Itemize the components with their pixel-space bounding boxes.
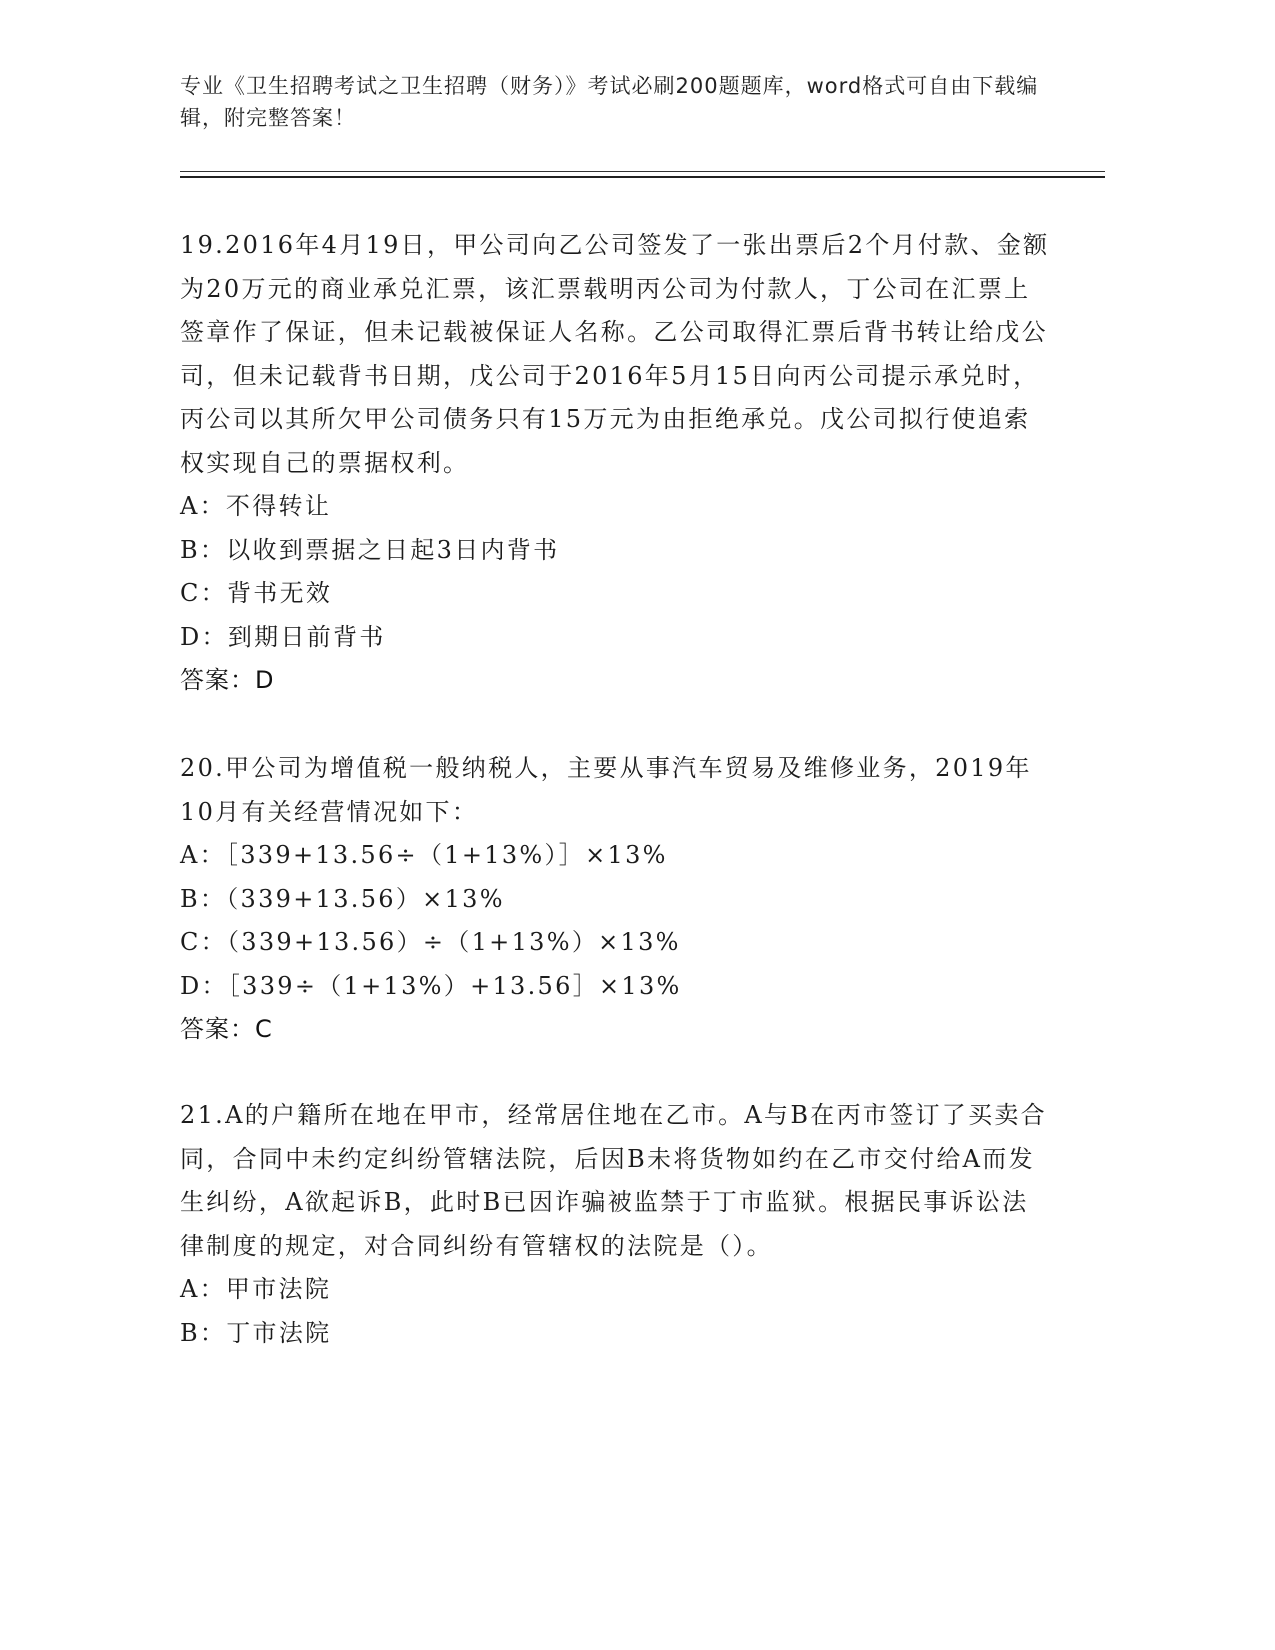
option-b: B：以收到票据之日起3日内背书 [180,535,560,564]
question-20 [180,747,1050,1052]
question-stem: 20.甲公司为增值税一般纳税人，主要从事汽车贸易及维修业务，2019年10月有关经营情况如下： [180,754,1032,826]
option-a: A：甲市法院 [180,1275,332,1303]
option-b: B：（339+13.56）×13% [180,884,505,913]
option-a: A：不得转让 [180,492,332,520]
answer: 答案：C [180,1015,273,1043]
question-stem: 19.2016年4月19日，甲公司向乙公司签发了一张出票后2个月付款、金额为20万元的商业承兑汇票，该汇票载明丙公司为付款人，丁公司在汇票上签章作了保证，但未记载被保证人名称。乙公司取得汇票后背书转让给戊公司，但未记载背书日期，戊公司于2016年5月15日向丙公司提示承兑时，丙公司以其所欠甲公司债务只有15万元为由拒绝承兑。戊公司拟行使追索权实现自己的票据权利。 [180,231,1050,477]
option-d: D：到期日前背书 [180,622,386,651]
option-c: C：（339+13.56）÷（1+13%）×13% [180,928,681,956]
document-header: 专业《卫生招聘考试之卫生招聘（财务）》考试必刷200题题库，word格式可自由下载编辑，附完整答案！ [180,74,1039,130]
question-19 [180,224,1050,703]
answer: 答案：D [180,666,275,694]
option-a: A：［339+13.56÷（1+13%）］×13% [180,841,668,869]
option-d: D：［339÷（1+13%）+13.56］×13% [180,971,682,1000]
option-b: B：丁市法院 [180,1318,332,1347]
header-divider-thick [180,176,1105,178]
question-stem: 21.A的户籍所在地在甲市，经常居住地在乙市。A与B在丙市签订了买卖合同，合同中未约定纠纷管辖法院，后因B未将货物如约在乙市交付给A而发生纠纷，A欲起诉B，此时B已因诈骗被监禁于丁市监狱。根据民事诉讼法律制度的规定，对合同纠纷有管辖权的法院是（）。 [180,1101,1047,1260]
option-c: C：背书无效 [180,579,333,607]
header-divider-thin [180,171,1105,172]
question-21 [180,1094,1050,1355]
